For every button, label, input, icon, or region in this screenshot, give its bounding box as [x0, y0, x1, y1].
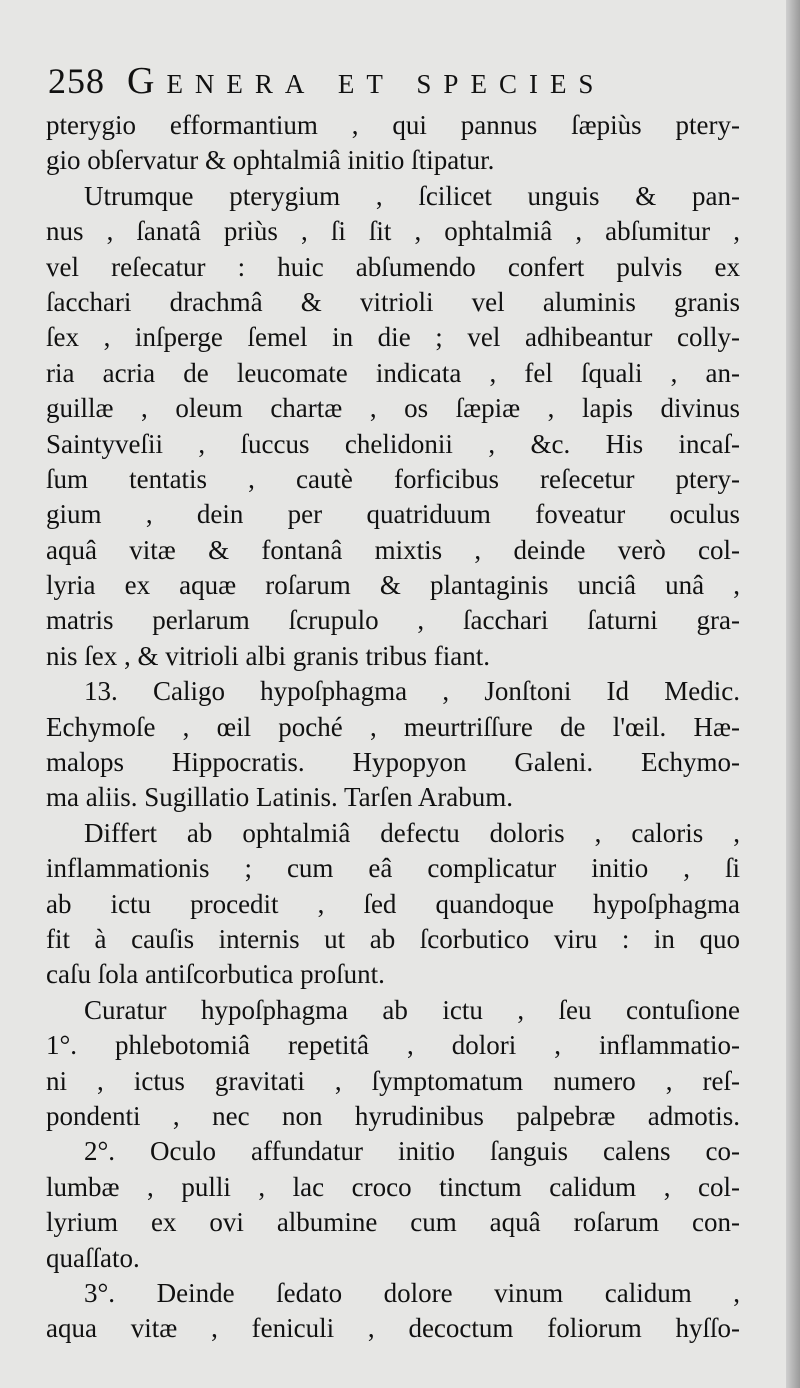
text-line: ab ictu procedit , ſed quandoque hypoſphagma [46, 888, 740, 919]
text-line: 13. Caligo hypoſphagma , Jonſtoni Id Medic. [84, 676, 740, 707]
body-text [46, 108, 740, 1347]
page-number: 258 [48, 61, 105, 101]
text-line: ria acria de leucomate indicata , fel ſquali , an- [46, 357, 740, 388]
text-line: 2°. Oculo affundatur initio ſanguis calens co- [84, 1136, 740, 1167]
text-line: Saintyveſii , ſuccus chelidonii , &c. His incaſ- [46, 428, 740, 459]
text-line: ma aliis. Sugillatio Latinis. Tarſen Arabum. [46, 782, 514, 813]
text-line: nis ſex , & vitrioli albi granis tribus fiant. [46, 640, 490, 671]
text-line: Differt ab ophtalmiâ defectu doloris , caloris , [84, 817, 740, 848]
text-line: ſex , inſperge ſemel in die ; vel adhibeantur colly- [46, 322, 740, 353]
text-line: ni , ictus gravitati , ſymptomatum numero , reſ- [46, 1065, 740, 1096]
text-line: lumbæ , pulli , lac croco tinctum calidum , col- [46, 1171, 740, 1202]
text-line: Echymoſe , œil poché , meurtriſſure de l'œil. Hæ- [46, 711, 740, 742]
text-line: gio obſervatur & ophtalmiâ initio ſtipatur. [46, 145, 495, 176]
text-line: aqua vitæ , feniculi , decoctum foliorum hyſſo- [46, 1313, 740, 1344]
text-line: vel reſecatur : huic abſumendo confert pulvis ex [46, 251, 740, 282]
text-line: pterygio efformantium , qui pannus ſæpiùs ptery- [46, 110, 740, 140]
text-line: guillæ , oleum chartæ , os ſæpiæ , lapis divinus [46, 393, 740, 424]
text-line: ſacchari drachmâ & vitrioli vel aluminis granis [46, 286, 740, 317]
text-line: pondenti , nec non hyrudinibus palpebræ admotis. [46, 1100, 740, 1131]
text-line: inflammationis ; cum eâ complicatur initio , ſi [46, 853, 740, 884]
text-line: Curatur hypoſphagma ab ictu , ſeu contuſione [84, 994, 740, 1025]
text-line: lyrium ex ovi albumine cum aquâ roſarum con- [46, 1207, 740, 1238]
page-header [48, 62, 738, 100]
text-line: lyria ex aquæ roſarum & plantaginis unciâ unâ , [46, 570, 740, 601]
text-line: 3°. Deinde ſedato dolore vinum calidum , [84, 1277, 740, 1308]
text-line: quaſſato. [46, 1242, 140, 1273]
text-line: nus , ſanatâ priùs , ſi ſit , ophtalmiâ , abſumitur , [46, 216, 740, 247]
text-line: caſu ſola antiſcorbutica proſunt. [46, 959, 385, 990]
text-line: matris perlarum ſcrupulo , ſacchari ſaturni gra- [46, 605, 740, 636]
text-line: 1°. phlebotomiâ repetitâ , dolori , inflammatio- [46, 1030, 740, 1061]
text-line: gium , dein per quatriduum foveatur oculus [46, 499, 740, 530]
text-line: malops Hippocratis. Hypopyon Galeni. Echymo- [46, 747, 740, 778]
running-title: Genera et species [127, 60, 606, 102]
text-line: Utrumque pterygium , ſcilicet unguis & pan- [84, 180, 740, 211]
text-line: ſum tentatis , cautè forficibus reſecetur ptery- [46, 463, 740, 494]
text-line: aquâ vitæ & fontanâ mixtis , deinde verò col- [46, 534, 740, 565]
text-line: fit à cauſis internis ut ab ſcorbutico viru : in quo [46, 923, 740, 954]
